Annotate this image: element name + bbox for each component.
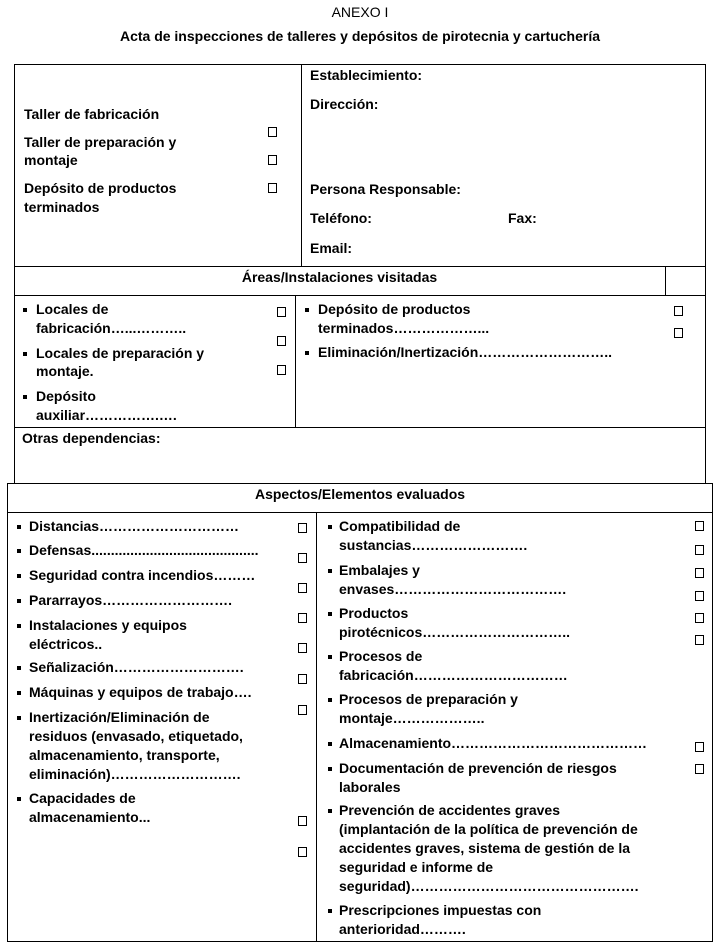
checkbox-defensas[interactable] bbox=[298, 553, 307, 563]
area-right-item-1-l1: Depósito de productos bbox=[318, 301, 471, 317]
bullet bbox=[328, 569, 332, 573]
area-right-item-1-l2: terminados………………... bbox=[318, 320, 490, 336]
checkbox-pararrayos[interactable] bbox=[298, 613, 307, 623]
taller-fabricacion-label: Taller de fabricación bbox=[24, 106, 160, 122]
bullet bbox=[328, 612, 332, 616]
bullet bbox=[17, 624, 21, 628]
aspect-left-8-l1: Inertización/Eliminación de bbox=[29, 709, 210, 725]
aspect-left-9-l2: almacenamiento... bbox=[29, 809, 151, 825]
checkbox-taller-fabricacion[interactable] bbox=[268, 127, 277, 137]
aspect-left-5-l1: Instalaciones y equipos bbox=[29, 617, 187, 633]
bullet bbox=[17, 599, 21, 603]
checkbox-senalizacion[interactable] bbox=[298, 674, 307, 684]
aspect-right-8-l3: accidentes graves, sistema de gestión de la bbox=[339, 840, 631, 856]
checkbox-instalaciones-electricos[interactable] bbox=[298, 643, 307, 653]
bullet bbox=[305, 308, 309, 312]
aspect-right-2-l1: Embalajes y bbox=[339, 562, 420, 578]
checkbox-procesos-fabricacion[interactable] bbox=[695, 591, 704, 601]
bullet bbox=[17, 574, 21, 578]
taller-preparacion-label-1: Taller de preparación y bbox=[24, 134, 177, 150]
area-right-item-2-l1: Eliminación/Inertización……………………….. bbox=[318, 344, 613, 360]
checkbox-deposito-productos[interactable] bbox=[674, 306, 683, 316]
checkbox-documentacion[interactable] bbox=[695, 742, 704, 752]
checkbox-prevencion-accidentes[interactable] bbox=[695, 764, 704, 774]
checkbox-seguridad-incendios[interactable] bbox=[298, 583, 307, 593]
aspect-right-5-l1: Procesos de preparación y bbox=[339, 691, 518, 707]
bullet bbox=[17, 525, 21, 529]
deposito-terminados-label-2: terminados bbox=[24, 199, 100, 215]
bullet bbox=[328, 909, 332, 913]
aspect-right-8-l2: (implantación de la política de prevención de bbox=[339, 821, 638, 837]
bullet bbox=[328, 698, 332, 702]
bullet bbox=[17, 691, 21, 695]
persona-responsable-label: Persona Responsable: bbox=[310, 181, 461, 197]
deposito-terminados-label-1: Depósito de productos bbox=[24, 180, 177, 196]
bullet bbox=[23, 352, 27, 356]
bullet bbox=[17, 716, 21, 720]
checkbox-maquinas-equipos[interactable] bbox=[298, 705, 307, 715]
aspectos-title: Aspectos/Elementos evaluados bbox=[254, 486, 466, 502]
bullet bbox=[305, 351, 309, 355]
direccion-label: Dirección: bbox=[310, 96, 379, 112]
establishment-divider bbox=[301, 64, 302, 267]
aspect-right-3-l1: Productos bbox=[339, 605, 409, 621]
aspect-right-6: Almacenamiento…………………………………… bbox=[339, 735, 648, 751]
aspectos-body-divider bbox=[316, 512, 317, 942]
aspect-right-3-l2: pirotécnicos………………………….. bbox=[339, 624, 571, 640]
bullet bbox=[23, 308, 27, 312]
bullet bbox=[328, 655, 332, 659]
aspect-left-3: Seguridad contra incendios……… bbox=[29, 567, 256, 583]
checkbox-capacidades-almacenamiento[interactable] bbox=[298, 847, 307, 857]
checkbox-procesos-preparacion[interactable] bbox=[695, 613, 704, 623]
checkbox-locales-preparacion[interactable] bbox=[277, 336, 286, 346]
aspect-left-5-l2: eléctricos.. bbox=[29, 636, 103, 652]
email-label: Email: bbox=[310, 240, 353, 256]
aspect-left-4: Pararrayos………………………. bbox=[29, 592, 233, 608]
aspect-right-8-l5: seguridad)…………………………………………. bbox=[339, 878, 639, 894]
aspect-right-9-l2: anterioridad………. bbox=[339, 921, 466, 937]
aspect-right-2-l2: envases………………………………. bbox=[339, 581, 567, 597]
bullet bbox=[328, 767, 332, 771]
aspect-left-7: Máquinas y equipos de trabajo…. bbox=[29, 684, 252, 700]
telefono-label: Teléfono: bbox=[310, 210, 372, 226]
area-left-item-3-l2: auxiliar…………….…. bbox=[36, 407, 177, 423]
area-left-item-1-l1: Locales de bbox=[36, 301, 109, 317]
taller-preparacion-label-2: montaje bbox=[24, 152, 78, 168]
area-left-item-2-l2: montaje. bbox=[36, 363, 94, 379]
aspect-right-1-l1: Compatibilidad de bbox=[339, 518, 461, 534]
aspect-left-1: Distancias………………………… bbox=[29, 518, 240, 534]
aspect-left-2: Defensas........................................... bbox=[29, 542, 259, 558]
bullet bbox=[17, 797, 21, 801]
aspect-left-8-l3: almacenamiento, transporte, bbox=[29, 747, 220, 763]
aspect-left-8-l2: residuos (envasado, etiquetado, bbox=[29, 728, 243, 744]
fax-label: Fax: bbox=[508, 210, 537, 226]
aspect-right-5-l2: montaje……………….. bbox=[339, 710, 485, 726]
areas-body-divider bbox=[295, 295, 296, 428]
aspect-left-6: Señalización………………………. bbox=[29, 659, 244, 675]
annex-label: ANEXO I bbox=[331, 4, 389, 20]
checkbox-deposito-terminados[interactable] bbox=[268, 183, 277, 193]
bullet bbox=[328, 809, 332, 813]
bullet bbox=[17, 549, 21, 553]
checkbox-embalajes[interactable] bbox=[695, 545, 704, 555]
aspect-left-9-l1: Capacidades de bbox=[29, 790, 136, 806]
area-left-item-2-l1: Locales de preparación y bbox=[36, 345, 205, 361]
area-left-item-3-l1: Depósito bbox=[36, 388, 96, 404]
bullet bbox=[328, 742, 332, 746]
checkbox-compatibilidad[interactable] bbox=[695, 521, 704, 531]
checkbox-deposito-auxiliar[interactable] bbox=[277, 365, 286, 375]
aspect-right-8-l4: seguridad e informe de bbox=[339, 859, 494, 875]
aspect-right-4-l2: fabricación…………………………… bbox=[339, 667, 568, 683]
aspect-right-1-l2: sustancias……………………. bbox=[339, 537, 528, 553]
aspect-right-7-l1: Documentación de prevención de riesgos bbox=[339, 760, 617, 776]
bullet bbox=[17, 666, 21, 670]
area-left-item-1-l2: fabricación…...……….. bbox=[36, 320, 187, 336]
areas-title: Áreas/Instalaciones visitadas bbox=[241, 269, 438, 285]
aspect-right-8-l1: Prevención de accidentes graves bbox=[339, 802, 560, 818]
aspect-left-8-l4: eliminación)………………………. bbox=[29, 766, 241, 782]
checkbox-locales-fabricacion[interactable] bbox=[277, 307, 286, 317]
checkbox-taller-preparacion[interactable] bbox=[268, 155, 277, 165]
aspect-right-7-l2: laborales bbox=[339, 779, 401, 795]
checkbox-eliminacion-inertizacion[interactable] bbox=[674, 328, 683, 338]
areas-header-divider bbox=[665, 266, 666, 296]
checkbox-almacenamiento[interactable] bbox=[695, 635, 704, 645]
aspect-right-4-l1: Procesos de bbox=[339, 648, 423, 664]
otras-dependencias-label: Otras dependencias: bbox=[22, 430, 161, 446]
establecimiento-label: Establecimiento: bbox=[310, 67, 423, 83]
checkbox-distancias[interactable] bbox=[298, 523, 307, 533]
bullet bbox=[23, 395, 27, 399]
aspect-right-9-l1: Prescripciones impuestas con bbox=[339, 902, 542, 918]
document-title: Acta de inspecciones de talleres y depósitos de pirotecnia y cartuchería bbox=[119, 28, 601, 44]
checkbox-productos-pirotecnicos[interactable] bbox=[695, 568, 704, 578]
bullet bbox=[328, 525, 332, 529]
checkbox-inertizacion-residuos[interactable] bbox=[298, 816, 307, 826]
